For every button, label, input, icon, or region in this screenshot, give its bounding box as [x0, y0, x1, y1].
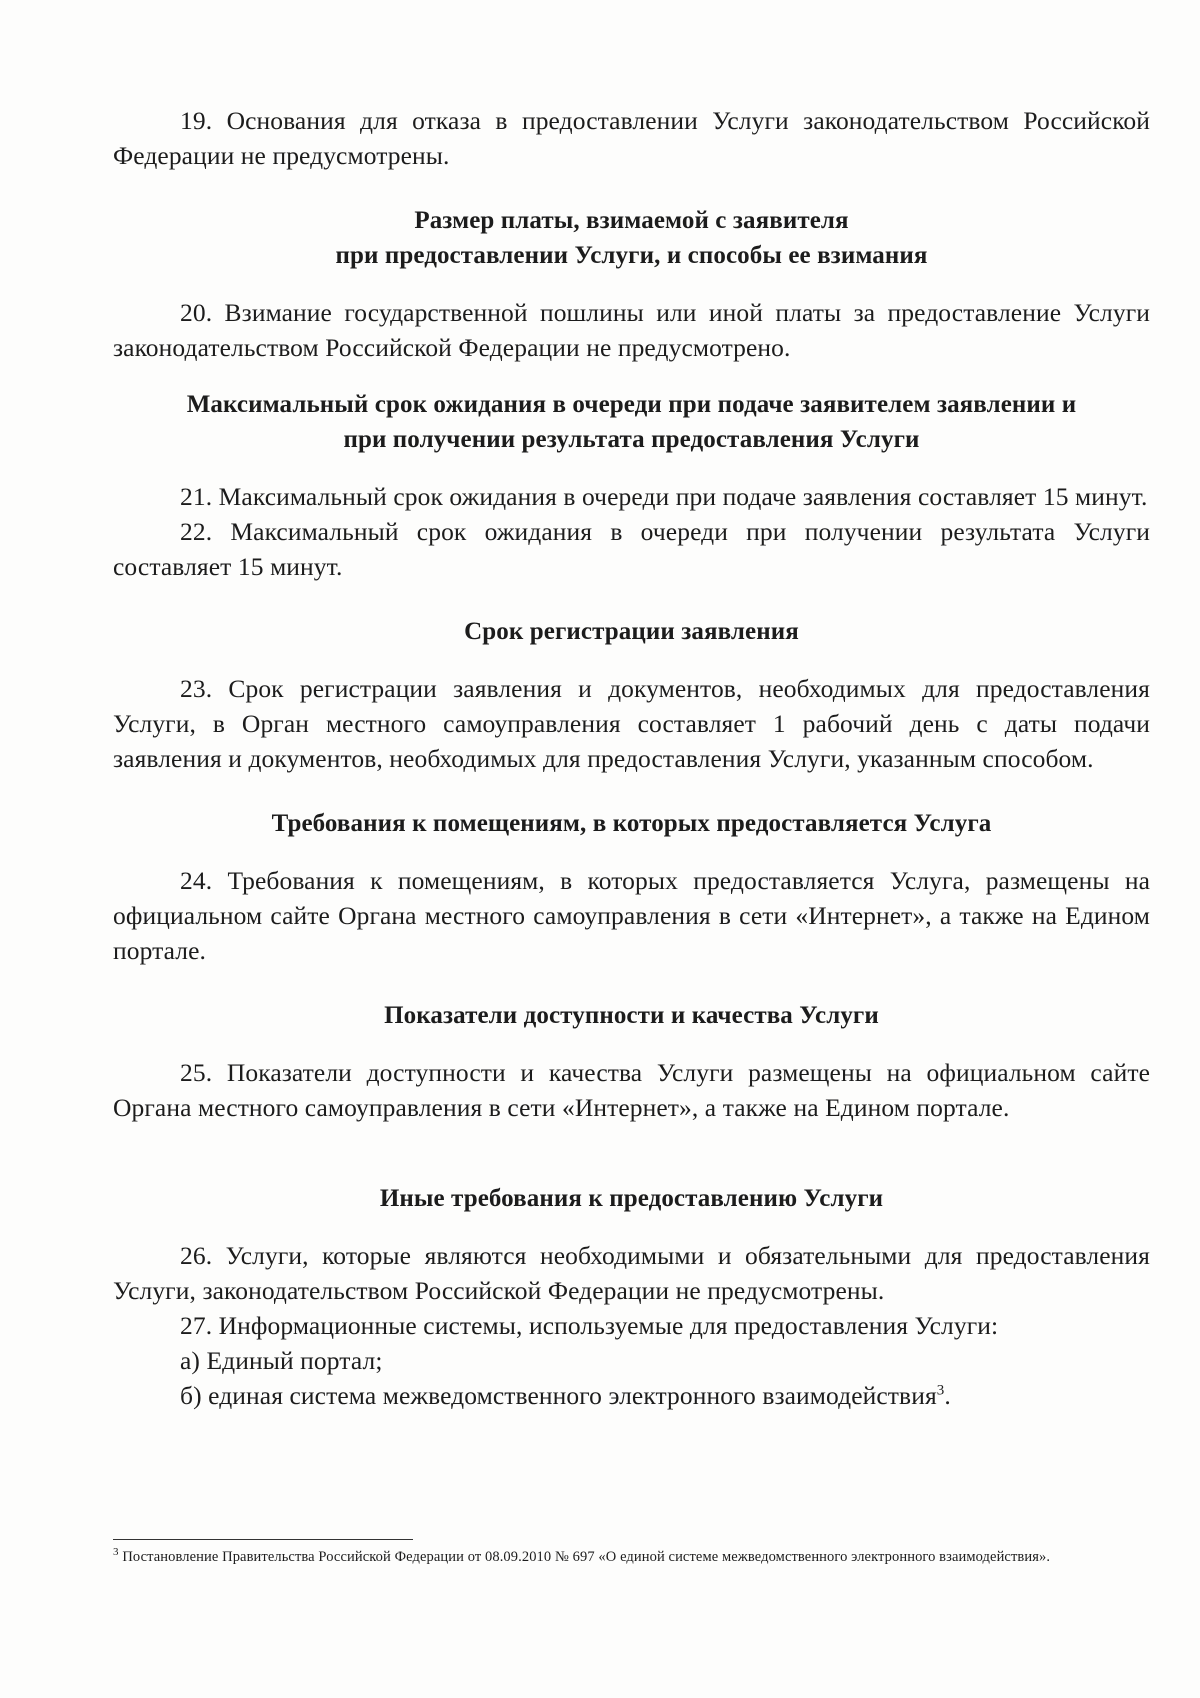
- heading-registration: Срок регистрации заявления: [464, 618, 799, 645]
- footnote-number: 3: [113, 1546, 119, 1559]
- footnote-text: Постановление Правительства Российской Федерации от 08.09.2010 № 697 «О единой системе межведомственного электронного взаимодействия».: [122, 1549, 1051, 1565]
- paragraph-24: 24. Требования к помещениям, в которых предоставляется Услуга, размещены на официальном сайте Органа местного самоуправления в сети «Интернет», а также на Едином портале.: [113, 866, 1150, 965]
- paragraph-27-a: а) Единый портал;: [180, 1346, 383, 1375]
- paragraph-23: 23. Срок регистрации заявления и документов, необходимых для предоставления Услуги, в Орган местного самоуправления составляет 1 рабочий день с даты подачи заявления и документов, необходимых для предоставления Услуги, указанным способом.: [113, 674, 1150, 773]
- footnote: [113, 1545, 1150, 1570]
- heading-fee-line-2: при предоставлении Услуги, и способы ее взимания: [335, 242, 928, 269]
- paragraph-19: 19. Основания для отказа в предоставлении Услуги законодательством Российской Федерации не предусмотрены.: [113, 106, 1150, 170]
- document-body: [113, 103, 1150, 1413]
- paragraph-27: 27. Информационные системы, используемые для предоставления Услуги:: [180, 1311, 999, 1340]
- paragraph-25: 25. Показатели доступности и качества Услуги размещены на официальном сайте Органа местного самоуправления в сети «Интернет», а также на Едином портале.: [113, 1058, 1150, 1122]
- paragraph-27-b-text: б) единая система межведомственного электронного взаимодействия: [180, 1381, 937, 1410]
- heading-premises: Требования к помещениям, в которых предоставляется Услуга: [271, 810, 992, 837]
- heading-quality: Показатели доступности и качества Услуги: [384, 1002, 879, 1029]
- paragraph-26: 26. Услуги, которые являются необходимыми и обязательными для предоставления Услуги, законодательством Российской Федерации не предусмотрены.: [113, 1241, 1150, 1305]
- heading-fee-line-1: Размер платы, взимаемой с заявителя: [414, 207, 849, 234]
- heading-queue-line-2: при получении результата предоставления Услуги: [343, 426, 920, 453]
- paragraph-22: 22. Максимальный срок ожидания в очереди при получении результата Услуги составляет 15 минут.: [113, 517, 1150, 581]
- paragraph-27-b: [113, 1378, 1150, 1413]
- paragraph-27-b-end: .: [944, 1381, 951, 1410]
- footnote-divider: [113, 1539, 413, 1540]
- heading-fee: [113, 203, 1150, 273]
- heading-queue-line-1: Максимальный срок ожидания в очереди при подаче заявителем заявлении и: [186, 391, 1077, 418]
- heading-other-requirements: Иные требования к предоставлению Услуги: [379, 1185, 884, 1212]
- footnote-reference: 3: [936, 1382, 945, 1399]
- heading-queue: [113, 387, 1150, 457]
- paragraph-20: 20. Взимание государственной пошлины или иной платы за предоставление Услуги законодательством Российской Федерации не предусмотрено.: [113, 298, 1150, 362]
- paragraph-21: 21. Максимальный срок ожидания в очереди при подаче заявления составляет 15 минут.: [180, 482, 1148, 511]
